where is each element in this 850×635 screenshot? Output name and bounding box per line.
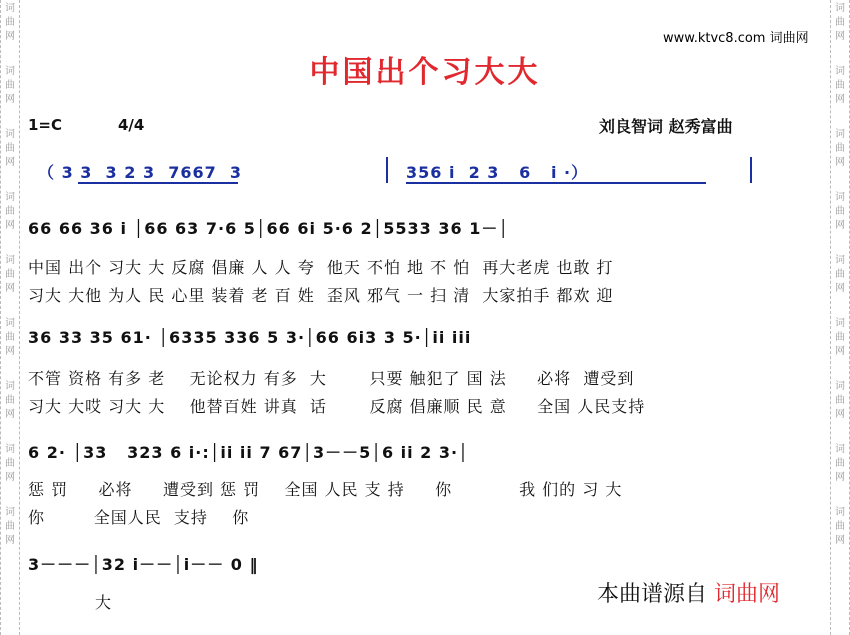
lyrics-line-3-verse-1: 惩 罚 必将 遭受到 惩 罚 全国 人民 支 持 你 我 们的 习 大 xyxy=(28,480,623,499)
intro-underline xyxy=(78,182,238,184)
watermark-glyph: 词 xyxy=(5,318,15,329)
watermark-glyph: 网 xyxy=(835,283,845,294)
lyrics-line-3-verse-2: 你 全国人民 支持 你 xyxy=(28,508,250,527)
watermark-glyph: 词 xyxy=(5,507,15,518)
watermark-glyph: 词 xyxy=(5,192,15,203)
watermark-glyph: 曲 xyxy=(5,269,15,280)
watermark-glyph: 网 xyxy=(835,157,845,168)
watermark-glyph: 词 xyxy=(5,255,15,266)
watermark-glyph: 词 xyxy=(5,3,15,14)
watermark-glyph: 曲 xyxy=(835,395,845,406)
watermark-glyph: 网 xyxy=(5,535,15,546)
notes-line-1: 66 66 36 i │66 63 7·6 5│66 6i 5·6 2│5533 36 1－│ xyxy=(28,219,509,238)
source-prefix: 本曲谱源自 xyxy=(597,582,708,607)
watermark-glyph: 网 xyxy=(835,220,845,231)
watermark-glyph: 曲 xyxy=(5,206,15,217)
lyrics-line-1-verse-2: 习大 大他 为人 民 心里 装着 老 百 姓 歪风 邪气 一 扫 清 大家拍手 都欢 迎 xyxy=(28,286,614,305)
source-site-link[interactable]: 词曲网 xyxy=(714,582,781,607)
watermark-glyph: 网 xyxy=(5,220,15,231)
notes-line-3: 6 2· │33 323 6 i·:│ii ii 7 67│3－－5│6 ii 2 3·│ xyxy=(28,443,469,462)
watermark-glyph: 网 xyxy=(5,283,15,294)
watermark-glyph: 网 xyxy=(835,472,845,483)
watermark-glyph: 曲 xyxy=(835,269,845,280)
lyrics-line-4-verse-1: 大 xyxy=(28,593,112,612)
watermark-glyph: 词 xyxy=(5,381,15,392)
watermark-glyph: 曲 xyxy=(5,395,15,406)
bar-line xyxy=(750,157,752,183)
watermark-glyph: 网 xyxy=(5,31,15,42)
watermark-glyph: 曲 xyxy=(835,521,845,532)
site-url[interactable]: www.ktvc8.com 词曲网 xyxy=(663,31,809,46)
watermark-glyph: 词 xyxy=(835,66,845,77)
watermark-glyph: 曲 xyxy=(5,80,15,91)
watermark-glyph: 网 xyxy=(5,157,15,168)
lyrics-line-2-verse-1: 不管 资格 有多 老 无论权力 有多 大 只要 触犯了 国 法 必将 遭受到 xyxy=(28,369,635,388)
watermark-glyph: 词 xyxy=(835,3,845,14)
watermark-glyph: 曲 xyxy=(5,17,15,28)
notes-line-4: 3－－－│32 i－－│i－－ 0 ‖ xyxy=(28,555,259,574)
watermark-glyph: 词 xyxy=(835,192,845,203)
watermark-glyph: 曲 xyxy=(835,332,845,343)
watermark-glyph: 词 xyxy=(835,129,845,140)
watermark-glyph: 网 xyxy=(835,31,845,42)
watermark-glyph: 网 xyxy=(5,472,15,483)
intro-notes-2: 356 i 2 3 6 i ·） xyxy=(406,163,589,182)
watermark-glyph: 词 xyxy=(835,381,845,392)
intro-notes-1: （ 3 3 3 2 3 7667 3 xyxy=(38,163,243,182)
watermark-glyph: 曲 xyxy=(5,332,15,343)
watermark-glyph: 曲 xyxy=(5,143,15,154)
time-signature: 4/4 xyxy=(118,116,145,134)
watermark-glyph: 网 xyxy=(5,346,15,357)
watermark-glyph: 网 xyxy=(5,94,15,105)
page-title: 中国出个习大大 xyxy=(309,55,541,90)
lyrics-line-1-verse-1: 中国 出个 习大 大 反腐 倡廉 人 人 夸 他天 不怕 地 不 怕 再大老虎 也敢 打 xyxy=(28,258,614,277)
watermark-glyph: 词 xyxy=(5,66,15,77)
lyrics-line-2-verse-2: 习大 大哎 习大 大 他替百姓 讲真 话 反腐 倡廉顺 民 意 全国 人民支持 xyxy=(28,397,646,416)
key-signature: 1=C xyxy=(28,116,63,134)
watermark-glyph: 词 xyxy=(5,129,15,140)
watermark-glyph: 曲 xyxy=(835,17,845,28)
bar-line xyxy=(386,157,388,183)
watermark-glyph: 词 xyxy=(835,255,845,266)
watermark-glyph: 词 xyxy=(835,318,845,329)
watermark-glyph: 词 xyxy=(835,507,845,518)
watermark-glyph: 网 xyxy=(835,535,845,546)
watermark-glyph: 曲 xyxy=(835,80,845,91)
watermark-glyph: 词 xyxy=(835,444,845,455)
credits: 刘良智词 赵秀富曲 xyxy=(599,117,733,136)
notes-line-2: 36 33 35 61· │6335 336 5 3·│66 6i3 3 5·│ii iii xyxy=(28,328,472,347)
source-note xyxy=(597,577,780,608)
watermark-glyph: 网 xyxy=(835,346,845,357)
watermark-glyph: 曲 xyxy=(835,206,845,217)
watermark-glyph: 网 xyxy=(835,409,845,420)
watermark-glyph: 曲 xyxy=(835,458,845,469)
watermark-glyph: 网 xyxy=(835,94,845,105)
watermark-glyph: 词 xyxy=(5,444,15,455)
watermark-glyph: 网 xyxy=(5,409,15,420)
watermark-glyph: 曲 xyxy=(5,521,15,532)
watermark-glyph: 曲 xyxy=(835,143,845,154)
watermark-glyph: 曲 xyxy=(5,458,15,469)
intro-underline xyxy=(406,182,706,184)
